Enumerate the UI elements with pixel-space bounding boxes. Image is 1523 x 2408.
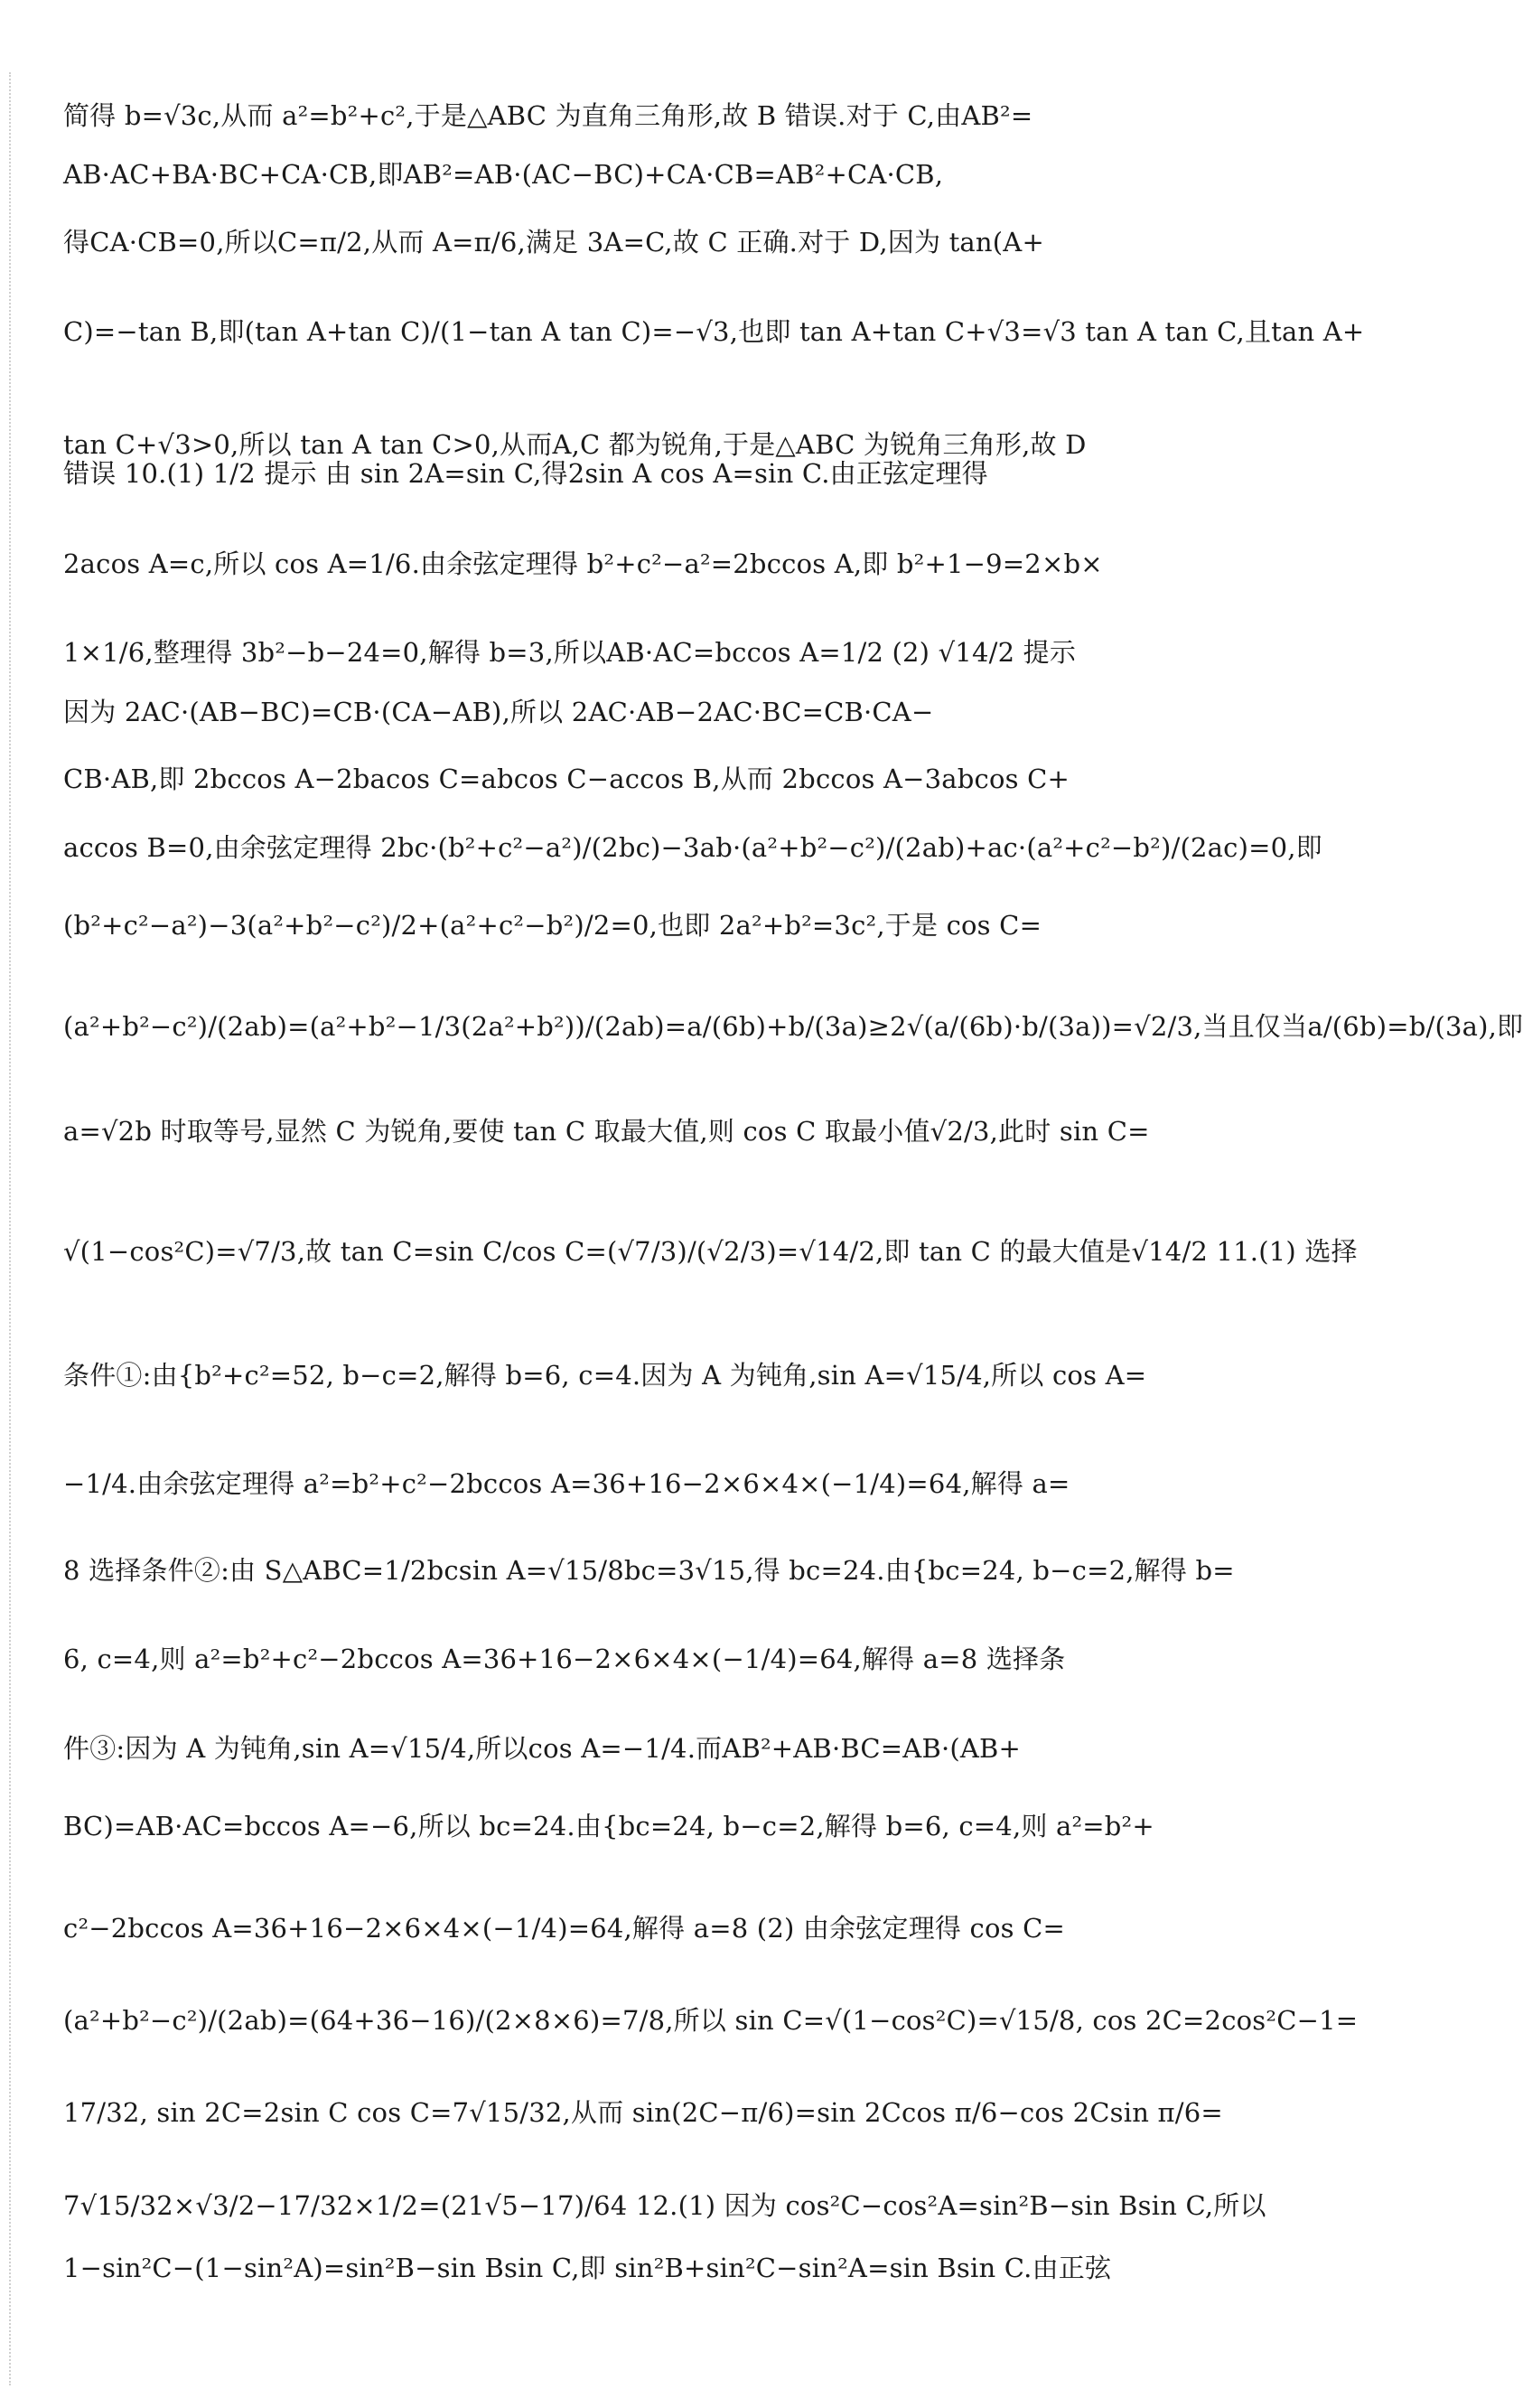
text-line: accos B=0,由余弦定理得 2bc·(b²+c²−a²)/(2bc)−3ab·(a²+b²−c²)/(2ab)+ac·(a²+c²−b²)/(2ac)=0,即 bbox=[63, 832, 1322, 863]
text-line: (a²+b²−c²)/(2ab)=(a²+b²−1/3(2a²+b²))/(2ab)=a/(6b)+b/(3a)≥2√(a/(6b)·b/(3a))=√2/3,当且仅当a/(6b)=b/(3a),即 bbox=[63, 1011, 1523, 1042]
text-line: 件③:因为 A 为钝角,sin A=√15/4,所以cos A=−1/4.而AB²+AB·BC=AB·(AB+ bbox=[63, 1733, 1022, 1764]
text-line: 错误 10.(1) 1/2 提示 由 sin 2A=sin C,得2sin A cos A=sin C.由正弦定理得 bbox=[63, 458, 988, 489]
text-line: 2acos A=c,所以 cos A=1/6.由余弦定理得 b²+c²−a²=2bccos A,即 b²+1−9=2×b× bbox=[63, 548, 1103, 579]
text-line: 因为 2AC·(AB−BC)=CB·(CA−AB),所以 2AC·AB−2AC·BC=CB·CA− bbox=[63, 697, 934, 727]
binding-edge bbox=[9, 72, 13, 2385]
text-line: 7√15/32×√3/2−17/32×1/2=(21√5−17)/64 12.(1) 因为 cos²C−cos²A=sin²B−sin Bsin C,所以 bbox=[63, 2190, 1266, 2221]
text-line: 得CA·CB=0,所以C=π/2,从而 A=π/6,满足 3A=C,故 C 正确.对于 D,因为 tan(A+ bbox=[63, 227, 1044, 258]
text-line: 条件①:由{b²+c²=52, b−c=2,解得 b=6, c=4.因为 A 为钝角,sin A=√15/4,所以 cos A= bbox=[63, 1360, 1147, 1391]
text-line: BC)=AB·AC=bccos A=−6,所以 bc=24.由{bc=24, b−c=2,解得 b=6, c=4,则 a²=b²+ bbox=[63, 1811, 1154, 1841]
text-line: 1×1/6,整理得 3b²−b−24=0,解得 b=3,所以AB·AC=bccos A=1/2 (2) √14/2 提示 bbox=[63, 637, 1077, 668]
text-line: 8 选择条件②:由 S△ABC=1/2bcsin A=√15/8bc=3√15,得 bc=24.由{bc=24, b−c=2,解得 b= bbox=[63, 1555, 1235, 1586]
text-line: CB·AB,即 2bccos A−2bacos C=abcos C−accos B,从而 2bccos A−3abcos C+ bbox=[63, 764, 1070, 794]
text-line: 1−sin²C−(1−sin²A)=sin²B−sin Bsin C,即 sin²B+sin²C−sin²A=sin Bsin C.由正弦 bbox=[63, 2253, 1112, 2283]
text-line: 6, c=4,则 a²=b²+c²−2bccos A=36+16−2×6×4×(−1/4)=64,解得 a=8 选择条 bbox=[63, 1644, 1066, 1674]
text-line: c²−2bccos A=36+16−2×6×4×(−1/4)=64,解得 a=8 (2) 由余弦定理得 cos C= bbox=[63, 1913, 1066, 1944]
text-line: a=√2b 时取等号,显然 C 为锐角,要使 tan C 取最大值,则 cos C 取最小值√2/3,此时 sin C= bbox=[63, 1116, 1150, 1147]
text-line: (b²+c²−a²)−3(a²+b²−c²)/2+(a²+c²−b²)/2=0,也即 2a²+b²=3c²,于是 cos C= bbox=[63, 910, 1042, 941]
text-line: AB·AC+BA·BC+CA·CB,即AB²=AB·(AC−BC)+CA·CB=AB²+CA·CB, bbox=[63, 159, 944, 190]
text-line: (a²+b²−c²)/(2ab)=(64+36−16)/(2×8×6)=7/8,所以 sin C=√(1−cos²C)=√15/8, cos 2C=2cos²C−1= bbox=[63, 2005, 1359, 2036]
text-line: tan C+√3>0,所以 tan A tan C>0,从而A,C 都为锐角,于是△ABC 为锐角三角形,故 D bbox=[63, 429, 1087, 460]
text-line: 简得 b=√3c,从而 a²=b²+c²,于是△ABC 为直角三角形,故 B 错误.对于 C,由AB²= bbox=[63, 100, 1033, 131]
text-line: −1/4.由余弦定理得 a²=b²+c²−2bccos A=36+16−2×6×4×(−1/4)=64,解得 a= bbox=[63, 1468, 1070, 1499]
text-line: √(1−cos²C)=√7/3,故 tan C=sin C/cos C=(√7/3)/(√2/3)=√14/2,即 tan C 的最大值是√14/2 11.(1) 选择 bbox=[63, 1236, 1358, 1267]
text-line: C)=−tan B,即(tan A+tan C)/(1−tan A tan C)=−√3,也即 tan A+tan C+√3=√3 tan A tan C,且tan A+ bbox=[63, 316, 1365, 347]
text-line: 17/32, sin 2C=2sin C cos C=7√15/32,从而 sin(2C−π/6)=sin 2Ccos π/6−cos 2Csin π/6= bbox=[63, 2097, 1223, 2128]
